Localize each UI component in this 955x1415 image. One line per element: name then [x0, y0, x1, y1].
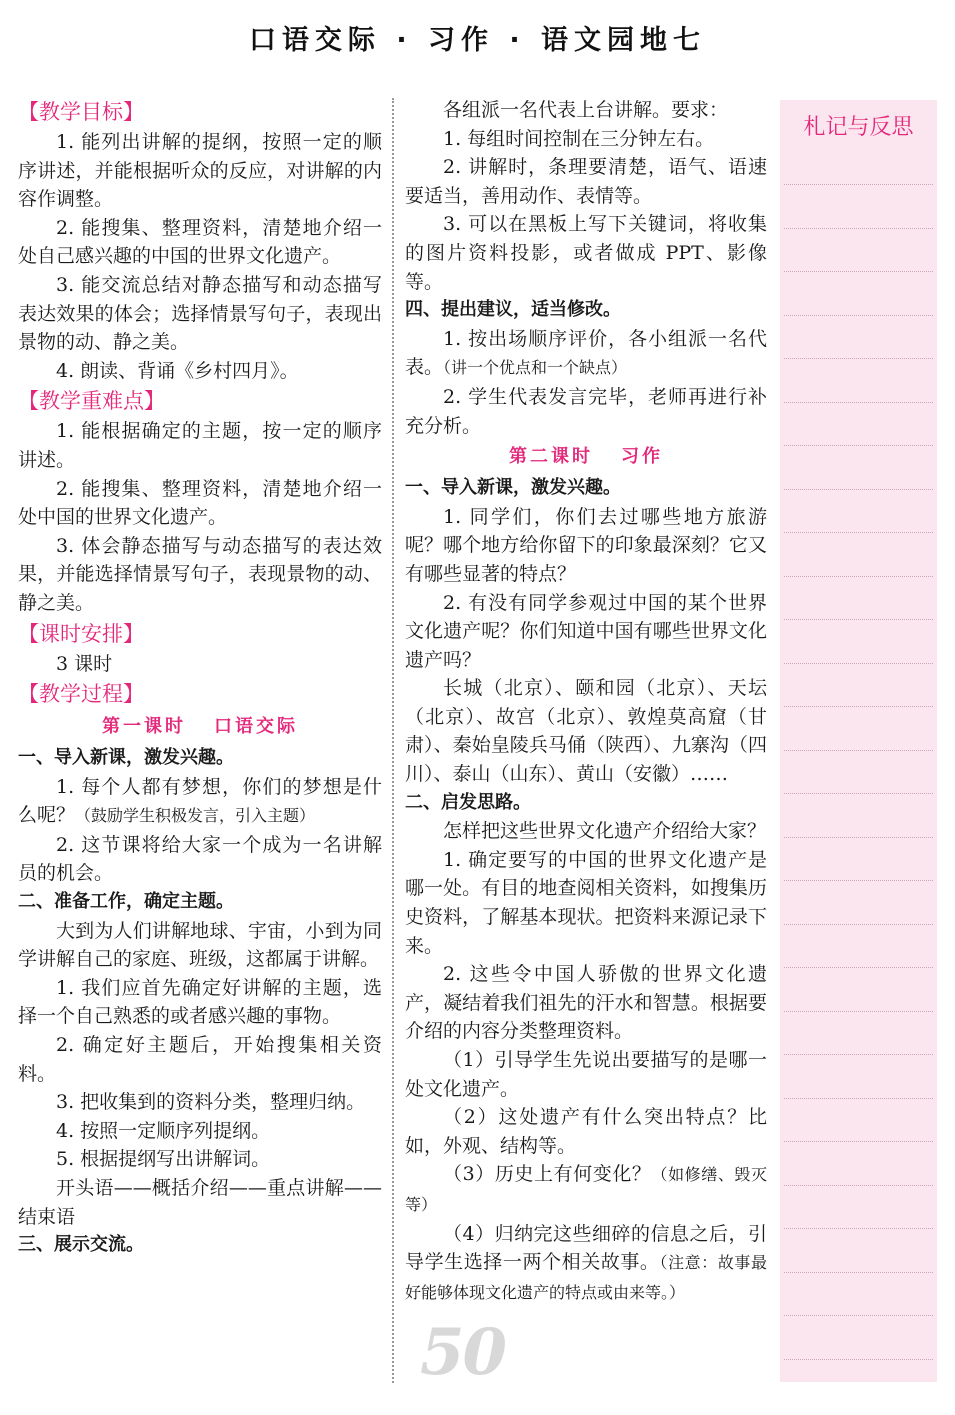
goal-3: 3. 能交流总结对静态描写和动态描写表达效果的体会；选择情景写句子，表现出景物的动、静之美。 — [18, 273, 382, 354]
note-line — [784, 576, 933, 577]
lesson-1-title — [18, 710, 382, 744]
note-line — [784, 967, 933, 968]
notes-title: 札记与反思 — [803, 115, 914, 140]
note-line — [784, 619, 933, 620]
key-point-3: 3. 体会静态描写与动态描写的表达效果，并能选择情景写句子，表现景物的动、静之美。 — [18, 534, 382, 614]
lesson-2-title — [405, 440, 767, 474]
note-line — [784, 445, 933, 446]
requirement-2: 2. 讲解时，条理要清楚，语气、语速要适当，善用动作、表情等。 — [405, 156, 767, 207]
note-line — [784, 1011, 933, 1012]
key-point-2: 2. 能搜集、整理资料，清楚地介绍一处中国的世界文化遗产。 — [18, 477, 382, 529]
step-1-para-1-text: 1. 每个人都有梦想，你们的梦想是什么呢？ — [18, 775, 382, 827]
note-line — [784, 1228, 933, 1229]
left-column — [18, 96, 382, 1260]
requirement-1: 1. 每组时间控制在三分钟左右。 — [443, 127, 715, 150]
lesson-2-step-1-para-1: 1. 同学们，你们去过哪些地方旅游呢？哪个地方给你留下的印象最深刻？它又有哪些显著的特点？ — [405, 505, 767, 585]
lesson-2-step-2-para-1: 1. 确定要写的中国的世界文化遗产是哪一处。有目的地查阅相关资料，如搜集历史资料，了解基本现状。把资料来源记录下来。 — [405, 848, 767, 957]
note-line — [784, 750, 933, 751]
goal-1: 1. 能列出讲解的提纲，按照一定的顺序讲述，并能根据听众的反应，对讲解的内容作调整。 — [18, 131, 382, 211]
lesson-2-step-2-para-2: 2. 这些令中国人骄傲的世界文化遗产，凝结着我们祖先的汗水和智慧。根据要介绍的内容分类整理资料。 — [405, 963, 767, 1043]
lesson-2-step-2-sub-2: （2）这处遗产有什么突出特点？比如，外观、结构等。 — [405, 1106, 767, 1157]
note-line — [784, 1141, 933, 1142]
lesson-2-step-2-sub-1: （1）引导学生先说出要描写的是哪一处文化遗产。 — [405, 1049, 767, 1100]
page-title: 口语交际 · 习作 · 语文园地七 — [248, 25, 707, 56]
schedule-heading: 【课时安排】 — [18, 621, 144, 646]
step-4-heading: 四、提出建议，适当修改。 — [405, 299, 621, 321]
note-line — [784, 880, 933, 881]
note-line — [784, 837, 933, 838]
step-3-heading: 三、展示交流。 — [18, 1234, 144, 1256]
note-line — [784, 924, 933, 925]
requirement-3: 3. 可以在黑板上写下关键词，将收集的图片资料投影，或者做成 PPT、影像等。 — [405, 213, 767, 293]
step-4-para-1 — [405, 325, 767, 383]
step-1-para-1 — [18, 773, 382, 831]
note-line — [784, 271, 933, 272]
step-1-para-1-note: （鼓励学生积极发言，引入主题） — [75, 806, 316, 826]
lesson-2-label: 第二课时 — [509, 446, 593, 468]
step-1-para-2: 2. 这节课将给大家一个成为一名讲解员的机会。 — [18, 833, 382, 885]
page-number: 50 — [420, 1315, 506, 1390]
step-2-para-3: 3. 把收集到的资料分类，整理归纳。 — [56, 1091, 366, 1114]
process-heading: 【教学过程】 — [18, 682, 144, 707]
step-2-para-4: 4. 按照一定顺序列提纲。 — [56, 1119, 271, 1142]
step-2-heading: 二、准备工作，确定主题。 — [18, 891, 234, 913]
step-1-heading: 一、导入新课，激发兴趣。 — [18, 747, 234, 769]
note-line — [784, 793, 933, 794]
key-points-heading: 【教学重难点】 — [18, 389, 165, 414]
note-line — [784, 489, 933, 490]
note-line — [784, 315, 933, 316]
note-line — [784, 532, 933, 533]
schedule-text: 3 课时 — [56, 652, 113, 675]
step-4-para-1-note: （讲一个优点和一个缺点） — [443, 358, 628, 378]
mid-intro: 各组派一名代表上台讲解。要求： — [443, 99, 729, 121]
teaching-goals-heading: 【教学目标】 — [18, 100, 144, 124]
lesson-1-topic: 口语交际 — [214, 716, 298, 738]
note-line — [784, 1054, 933, 1055]
lesson-2-step-1-heading: 一、导入新课，激发兴趣。 — [405, 477, 621, 499]
note-line — [784, 1359, 933, 1360]
note-line — [784, 1185, 933, 1186]
goal-4: 4. 朗读、背诵《乡村四月》。 — [56, 359, 299, 382]
key-point-1: 1. 能根据确定的主题，按一定的顺序讲述。 — [18, 420, 382, 471]
step-4-para-2: 2. 学生代表发言完毕，老师再进行补充分析。 — [405, 385, 767, 437]
lesson-2-step-2-heading: 二、启发思路。 — [405, 791, 531, 813]
lesson-2-step-2-intro: 怎样把这些世界文化遗产介绍给大家？ — [443, 820, 767, 843]
note-line — [784, 706, 933, 707]
sub-4-text: （4）归纳完这些细碎的信息之后，引导学生选择一两个相关故事。 — [405, 1222, 767, 1274]
sub-4-note: （注意：故事最好能够体现文化遗产的特点或由来等。） — [405, 1253, 767, 1302]
note-line — [784, 1272, 933, 1273]
step-2-para-2: 2. 确定好主题后，开始搜集相关资料。 — [18, 1034, 382, 1085]
step-2-para-1: 1. 我们应首先确定好讲解的主题，选择一个自己熟悉的或者感兴趣的事物。 — [18, 976, 382, 1028]
column-divider — [392, 98, 394, 1383]
notes-panel — [780, 100, 937, 1382]
lesson-2-step-2-sub-4 — [405, 1220, 767, 1308]
lesson-1-label: 第一课时 — [102, 716, 186, 738]
middle-column — [405, 96, 767, 1307]
goal-2: 2. 能搜集、整理资料，清楚地介绍一处自己感兴趣的中国的世界文化遗产。 — [18, 216, 382, 268]
note-line — [784, 663, 933, 664]
note-line — [784, 402, 933, 403]
step-2-outline: 开头语——概括介绍——重点讲解——结束语 — [18, 1177, 382, 1228]
note-line — [784, 1098, 933, 1099]
step-2-para-5: 5. 根据提纲写出讲解词。 — [56, 1148, 271, 1171]
note-line — [784, 358, 933, 359]
sub-3-note: （如修缮、毁灭等） — [405, 1165, 767, 1214]
step-2-intro: 大到为人们讲解地球、宇宙，小到为同学讲解自己的家庭、班级，这都属于讲解。 — [18, 919, 382, 971]
note-line — [784, 184, 933, 185]
lesson-2-step-2-sub-3 — [405, 1160, 767, 1219]
lesson-2-topic: 习作 — [621, 446, 663, 468]
step-4-para-1-text: 1. 按出场顺序评价，各小组派一名代表。 — [405, 327, 767, 379]
note-line — [784, 228, 933, 229]
lesson-2-step-1-para-2: 2. 有没有同学参观过中国的某个世界文化遗产呢？你们知道中国有哪些世界文化遗产吗？ — [405, 591, 767, 671]
note-line — [784, 1315, 933, 1316]
sub-3-text: （3）历史上有何变化？ — [443, 1163, 652, 1186]
heritage-list: 长城（北京）、颐和园（北京）、天坛（北京）、故宫（北京）、敦煌莫高窟（甘肃）、秦始皇陵兵马俑（陕西）、九寨沟（四川）、泰山（山东）、黄山（安徽）…… — [405, 677, 767, 786]
